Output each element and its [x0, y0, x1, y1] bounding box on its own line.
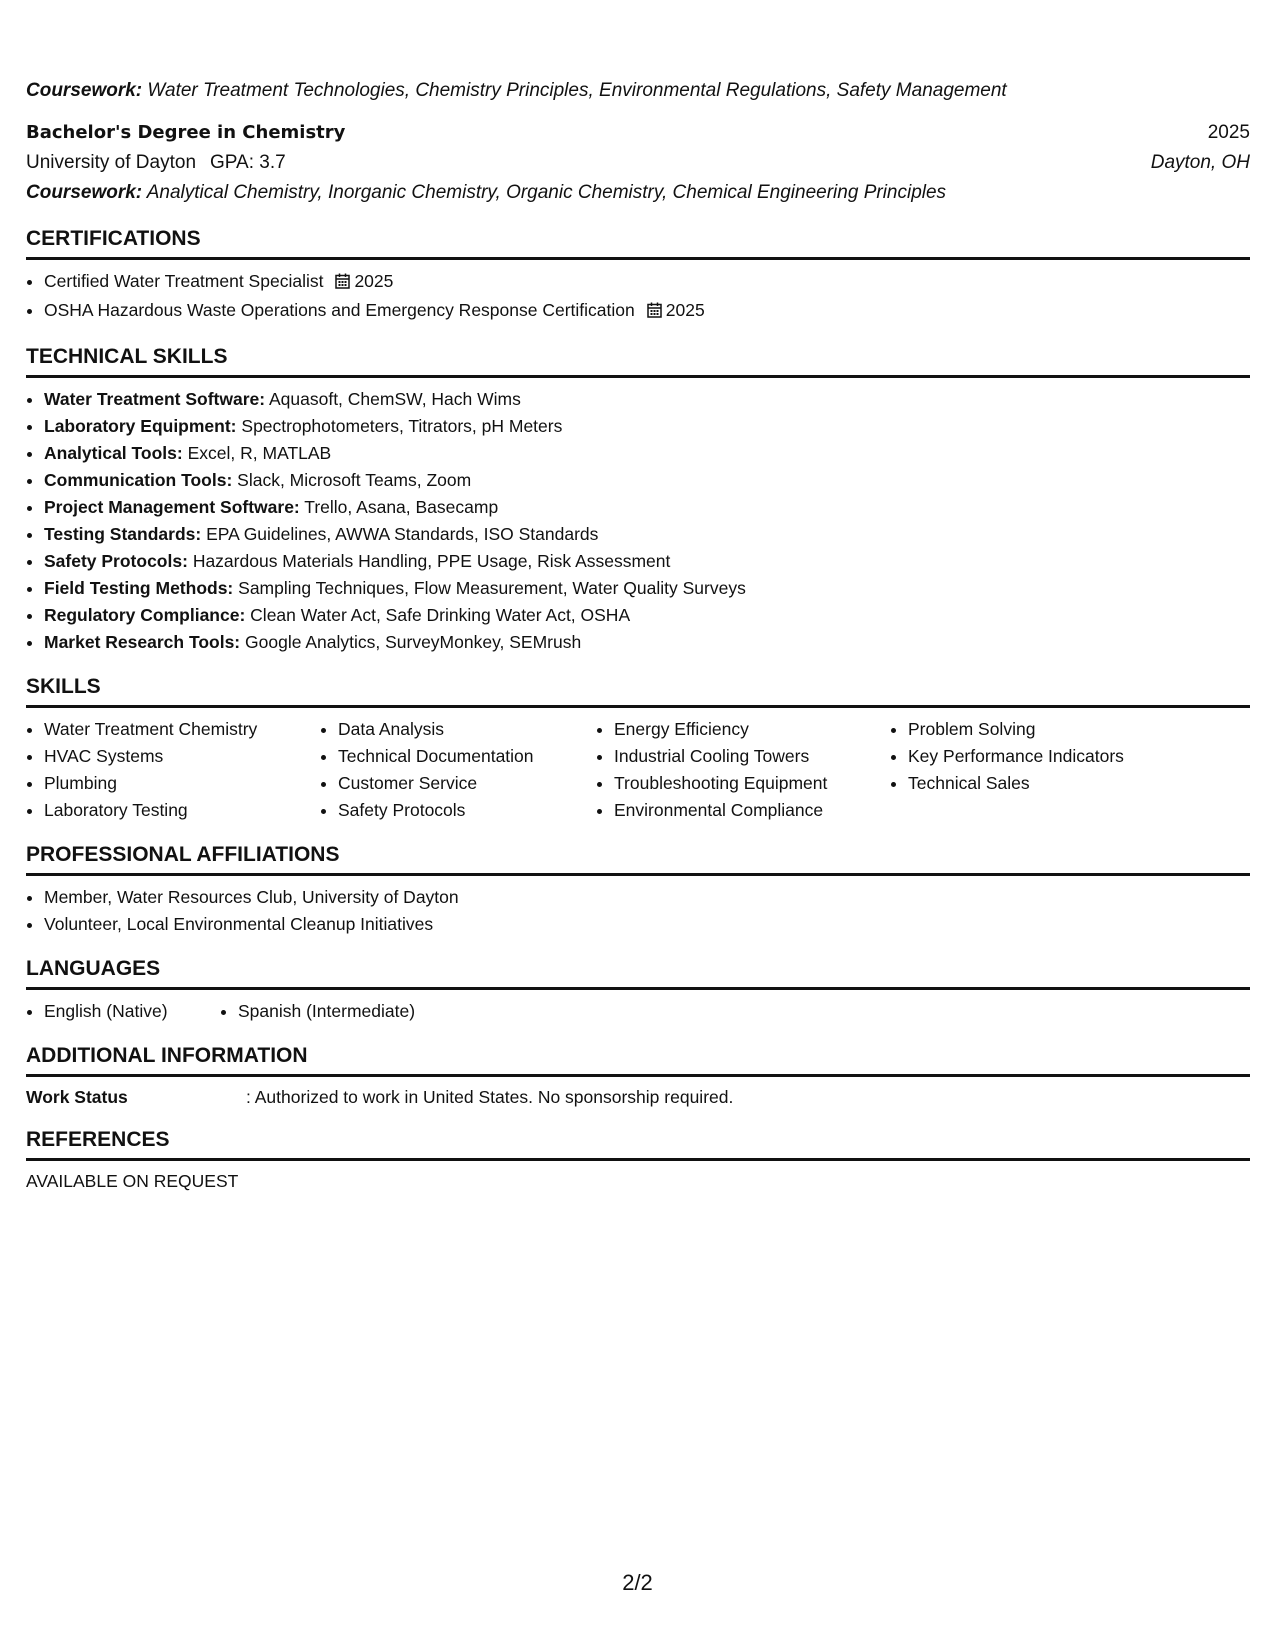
list-item	[44, 548, 1250, 575]
skill-value: Aquasoft, ChemSW, Hach Wims	[268, 389, 521, 409]
list-item: • Customer Service	[338, 770, 596, 797]
skill-value: Sampling Techniques, Flow Measurement, Water Quality Surveys	[238, 578, 746, 598]
affiliations-list	[26, 884, 1250, 938]
calendar-icon	[335, 270, 350, 297]
work-status-label: Work Status	[26, 1087, 128, 1107]
skill-label: Field Testing Methods:	[44, 578, 234, 598]
list-item: • Key Performance Indicators	[908, 743, 1208, 770]
section-title-affiliations: PROFESSIONAL AFFILIATIONS	[26, 842, 1250, 876]
language-column	[220, 998, 415, 1025]
skill-label: Communication Tools:	[44, 470, 233, 490]
skill-value: Trello, Asana, Basecamp	[304, 497, 499, 517]
previous-coursework	[26, 76, 1250, 106]
degree-title: Bachelor's Degree in Chemistry	[26, 122, 346, 143]
skill-value: Slack, Microsoft Teams, Zoom	[237, 470, 472, 490]
list-item: • Troubleshooting Equipment	[614, 770, 890, 797]
list-item: • Member, Water Resources Club, University of Dayton	[44, 884, 1250, 911]
list-item: • English (Native)	[44, 998, 220, 1025]
list-item: • Volunteer, Local Environmental Cleanup Initiatives	[44, 911, 1250, 938]
section-title-additional-information: ADDITIONAL INFORMATION	[26, 1043, 1250, 1077]
university-row	[26, 148, 1250, 178]
skills-column	[26, 716, 320, 824]
certification-year: 2025	[665, 300, 705, 320]
list-item	[44, 629, 1250, 656]
degree-coursework	[26, 178, 1250, 208]
list-item	[44, 297, 1250, 326]
references-text: AVAILABLE ON REQUEST	[26, 1171, 239, 1191]
certification-year: 2025	[354, 271, 394, 291]
work-status-value: : Authorized to work in United States. No sponsorship required.	[246, 1087, 734, 1107]
skill-value: Spectrophotometers, Titrators, pH Meters	[241, 416, 563, 436]
list-item: • Laboratory Testing	[44, 797, 320, 824]
skill-label: Laboratory Equipment:	[44, 416, 237, 436]
university-location: Dayton, OH	[1150, 152, 1250, 173]
skills-column	[596, 716, 890, 824]
work-status-row	[26, 1085, 1250, 1109]
list-item	[44, 440, 1250, 467]
language-column	[26, 998, 220, 1025]
coursework-label: Coursework:	[26, 80, 143, 101]
coursework-text: Water Treatment Technologies, Chemistry Principles, Environmental Regulations, Safety Management	[147, 80, 1007, 101]
list-item: • Technical Sales	[908, 770, 1208, 797]
skills-grid	[26, 716, 1250, 824]
skill-label: Project Management Software:	[44, 497, 300, 517]
list-item	[44, 521, 1250, 548]
list-item: • Problem Solving	[908, 716, 1208, 743]
list-item: • Industrial Cooling Towers	[614, 743, 890, 770]
skill-value: Clean Water Act, Safe Drinking Water Act, OSHA	[250, 605, 631, 625]
section-title-certifications: CERTIFICATIONS	[26, 226, 1250, 260]
skill-value: Excel, R, MATLAB	[187, 443, 332, 463]
coursework-text: Analytical Chemistry, Inorganic Chemistry, Organic Chemistry, Chemical Engineering Principles	[146, 182, 947, 203]
section-title-skills: SKILLS	[26, 674, 1250, 708]
skill-label: Safety Protocols:	[44, 551, 188, 571]
section-title-technical-skills: TECHNICAL SKILLS	[26, 344, 1250, 378]
certification-name: OSHA Hazardous Waste Operations and Emergency Response Certification	[44, 300, 635, 320]
list-item	[44, 575, 1250, 602]
list-item	[44, 602, 1250, 629]
gpa: GPA: 3.7	[210, 152, 286, 173]
degree-row	[26, 106, 1250, 148]
skill-value: Google Analytics, SurveyMonkey, SEMrush	[245, 632, 582, 652]
skill-value: Hazardous Materials Handling, PPE Usage, Risk Assessment	[192, 551, 671, 571]
section-title-references: REFERENCES	[26, 1127, 1250, 1161]
certifications-list	[26, 268, 1250, 326]
certification-name: Certified Water Treatment Specialist	[44, 271, 324, 291]
skill-label: Regulatory Compliance:	[44, 605, 246, 625]
list-item	[44, 386, 1250, 413]
skills-column	[320, 716, 596, 824]
list-item: • Technical Documentation	[338, 743, 596, 770]
section-title-languages: LANGUAGES	[26, 956, 1250, 990]
list-item	[44, 268, 1250, 297]
page-number: 2/2	[622, 1570, 653, 1595]
list-item: • Energy Efficiency	[614, 716, 890, 743]
degree-year: 2025	[1207, 122, 1250, 143]
calendar-icon	[647, 299, 662, 326]
list-item: • Environmental Compliance	[614, 797, 890, 824]
skill-label: Market Research Tools:	[44, 632, 241, 652]
list-item: • Safety Protocols	[338, 797, 596, 824]
university-info	[26, 148, 286, 178]
technical-skills-list	[26, 386, 1250, 656]
list-item: • Water Treatment Chemistry	[44, 716, 320, 743]
languages-list	[26, 990, 1250, 1025]
university-name: University of Dayton	[26, 152, 197, 173]
list-item	[44, 494, 1250, 521]
skill-label: Testing Standards:	[44, 524, 202, 544]
coursework-label: Coursework:	[26, 182, 143, 203]
list-item: • Plumbing	[44, 770, 320, 797]
skill-value: EPA Guidelines, AWWA Standards, ISO Standards	[206, 524, 599, 544]
resume-page	[26, 76, 1250, 1193]
skill-label: Analytical Tools:	[44, 443, 183, 463]
skill-label: Water Treatment Software:	[44, 389, 266, 409]
list-item: • Data Analysis	[338, 716, 596, 743]
list-item: • Spanish (Intermediate)	[238, 998, 415, 1025]
list-item	[44, 467, 1250, 494]
list-item	[44, 413, 1250, 440]
skills-column	[890, 716, 1208, 824]
list-item: • HVAC Systems	[44, 743, 320, 770]
